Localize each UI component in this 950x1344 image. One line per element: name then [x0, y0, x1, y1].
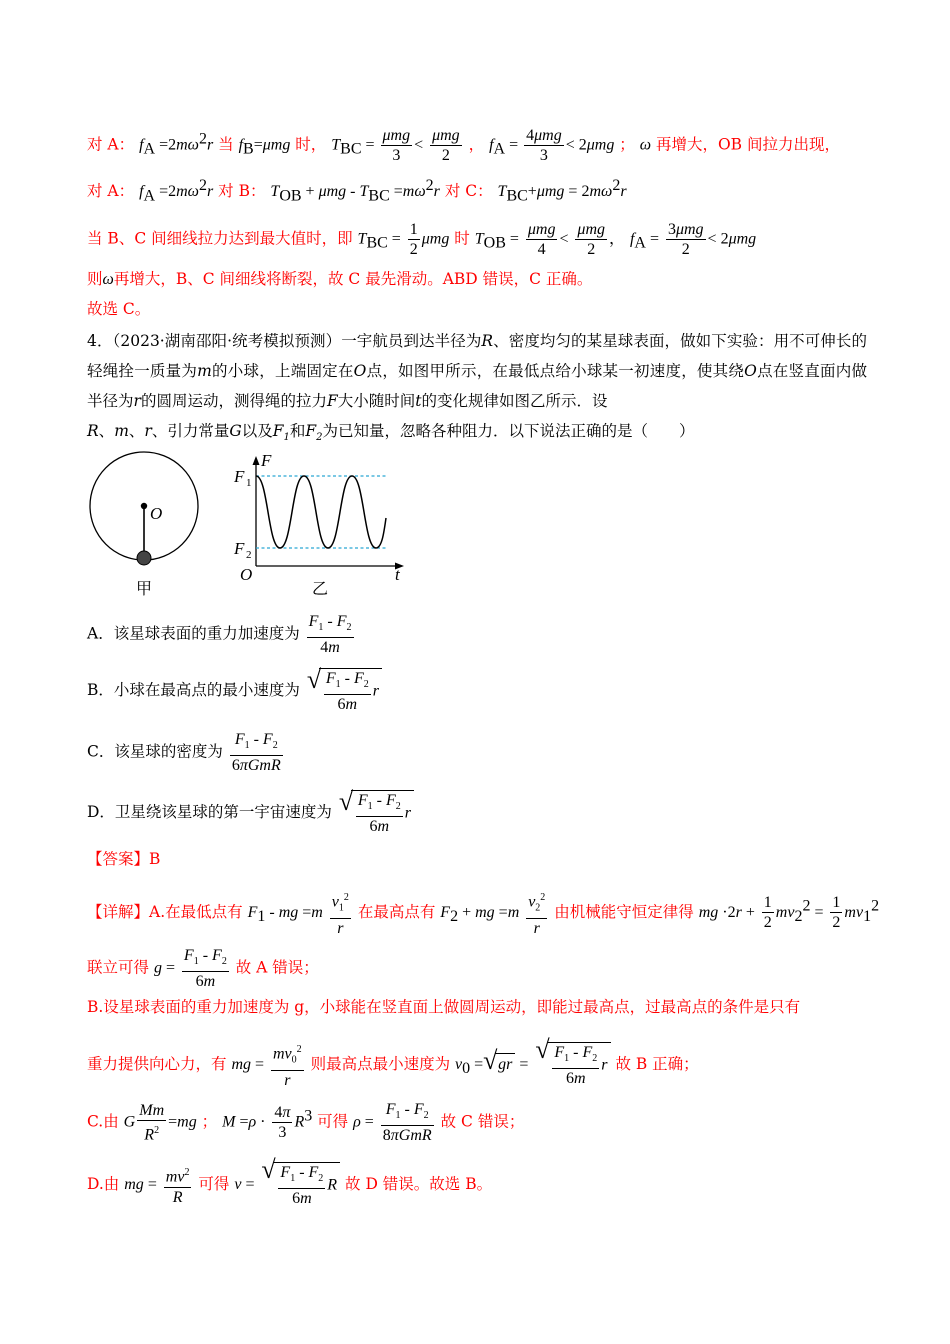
detail-a-conclusion: 联立可得 g = $\frac{F_1 - F_2}{6m}$ 故 A 错误；	[87, 947, 319, 991]
detail-c-line: C.由 G $\frac{Mm}{R^2}$ =mg ； M =ρ · $\frac{4\pi}{3}$ $R^3$ 可得 ρ = $\frac{F_1 - F_2}{\text{8πGmR}}$ 故 C 错误；	[87, 1101, 525, 1145]
detail-b-line-2: 重力提供向心力，有 mg = $\frac{mv_0^2}{r}$ 则最高点最小速度为 $v_0$ =√ gr = √ $\frac{F_1 - F_2}{6m}$ r 故 B 正确；	[87, 1040, 699, 1090]
yi-label: 乙	[312, 581, 329, 598]
prev-solution-line-2: 对 A： $f_A =2m\omega^2r$ 对 B： $T_{OB} + \mu mg - T_{BC} =m\omega^2r$ 对 C： $T_{BC}+\mu mg = 2m\omega^2r$	[87, 177, 627, 205]
f-axis-label: F	[261, 451, 272, 470]
question-4-stem: 4．（2023·湖南邵阳·统考模拟预测）一宇航员到达半径为R、密度均匀的某星球表面，做如下实验：用不可伸长的轻绳拴一质量为m的小球，上端固定在O点，如图甲所示，在最低点给小球某一初速度，使其绕O点在竖直面内做半径为r的圆周运动，测得绳的拉力F大小随时间t的变化规律如图乙所示．设 R、m、r、引力常量G以及$F_1$和$F_2$为已知量，忽略各种阻力．以下说法正确的是（ ）	[87, 332, 867, 444]
detail-b-line-1: B.设星球表面的重力加速度为 g，小球能在竖直面上做圆周运动，即能过最高点，过最高点的条件是只有	[87, 998, 801, 1016]
option-d[interactable]: D．卫星绕该星球的第一宇宙速度为 √ $\frac{F_1 - F_2}{6m}$ r	[87, 790, 414, 836]
ball	[137, 551, 151, 565]
force-curve	[256, 476, 386, 548]
figure-jia-yi	[80, 448, 410, 608]
answer: 【答案】B	[87, 850, 161, 868]
o-label: O	[150, 504, 163, 523]
pivot-dot	[141, 503, 147, 509]
f1-label: F	[234, 467, 245, 486]
detail-d-line: D.由 mg = $\frac{mv^2}{R}$ 可得 v = √ $\frac{F_1 - F_2}{6m}$ R 故 D 错误。故选 B。	[87, 1162, 492, 1208]
prev-solution-conclusion: 故选 C。	[87, 300, 151, 318]
prev-solution-line-1: 对 A： $f_A =2m\omega^2r$ 当 $f_B=\mu mg$ 时， $T_{BC}$ = $\frac{\text{μmg}}{3}$ < $\frac{\text{μmg}}{2}$ ， $f_A$ = $\frac{\text{4μmg}}{3}$ < 2μmg ； ω 再增大，OB 间拉力出现，	[87, 127, 840, 164]
detail-a-line: 【详解】A.在最低点有 $F_1$ - mg =m $\frac{v_1^2}{r}$ 在最高点有 $F_2$ + mg =m $\frac{v_2^2}{r}$ 由机械能守恒定律得 mg ·2r + $\frac{1}{2}$ $mv_2^2$ = $\frac{1}{2}$ $mv_1^2$	[87, 888, 879, 938]
t-axis-label: t	[395, 565, 400, 584]
f2-label: F	[234, 539, 245, 558]
prev-solution-line-3: 当 B、C 间细线拉力达到最大值时，即 $T_{BC}$ = $\frac{1}{2}$ μmg 时 $T_{OB}$ = $\frac{\text{μmg}}{4}$ < $\frac{\text{μmg}}{2}$ ， $f_A$ = $\frac{\text{3μmg}}{2}$ < 2μmg	[87, 221, 757, 258]
jia-label: 甲	[136, 581, 153, 598]
prev-solution-line-4: 则ω再增大，B、C 间细线将断裂，故 C 最先滑动。ABD 错误，C 正确。	[87, 270, 593, 288]
f2-sub: 2	[246, 549, 252, 561]
option-b[interactable]: B．小球在最高点的最小速度为 √ $\frac{F_1 - F_2}{6m}$ r	[87, 668, 382, 714]
f1-sub: 1	[246, 477, 252, 489]
origin-label: O	[240, 565, 253, 584]
option-c[interactable]: C．该星球的密度为 $\frac{F_1 - F_2}{\text{6πGmR}}$	[87, 731, 281, 775]
f-axis-arrow	[253, 456, 260, 465]
option-a[interactable]: A．该星球表面的重力加速度为 $\frac{F_1 - F_2}{4m}$	[87, 613, 352, 657]
